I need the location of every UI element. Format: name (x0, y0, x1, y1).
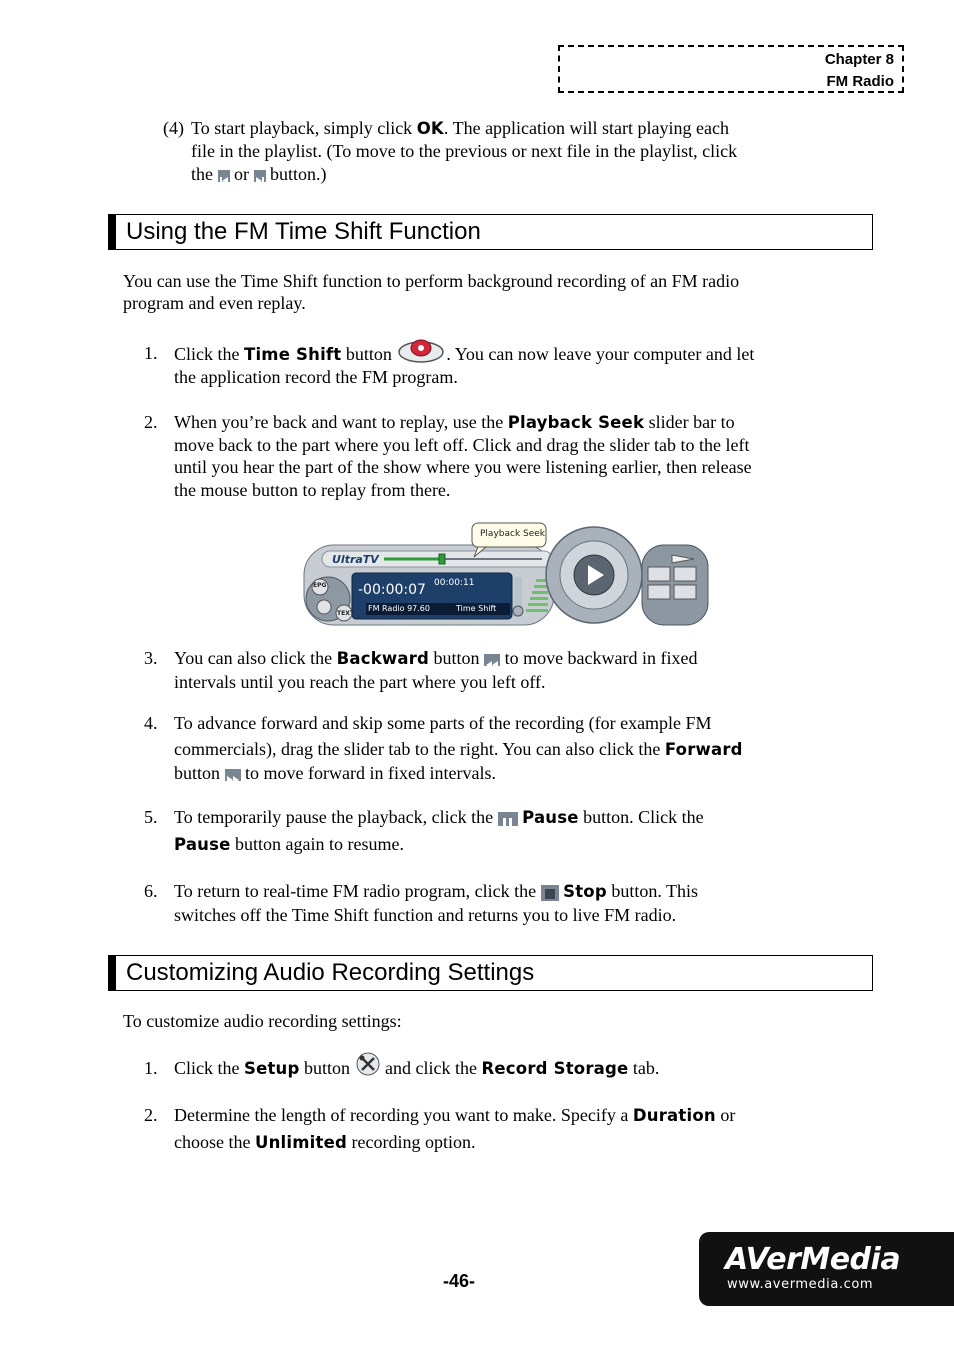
item2-line4: the mouse button to replay from there. (174, 480, 451, 500)
setup-tools-icon (355, 1051, 381, 1077)
s2-item2-line1: Determine the length of recording you want to make. Specify a Duration or (174, 1105, 736, 1125)
section1-intro-line2: program and even replay. (123, 293, 306, 313)
item5-number: 5. (144, 807, 158, 827)
item2-line2: move back to the part where you left off. Click and drag the slider tab to the left (174, 435, 750, 455)
section1-intro-line1: You can use the Time Shift function to perform background recording of an FM radio (123, 271, 740, 291)
record-storage-term: Record Storage (481, 1059, 629, 1079)
mode-label: Time Shift (456, 604, 497, 613)
section-title-audio-recording: Customizing Audio Recording Settings (108, 955, 873, 991)
s2-item2-line2: choose the Unlimited recording option. (174, 1132, 476, 1152)
item2-line3: until you hear the part of the show where you were listening earlier, then release (174, 457, 752, 477)
forward-icon (225, 769, 241, 781)
item6-number: 6. (144, 881, 158, 901)
step4-line1: To start playback, simply click OK. The application will start playing each (191, 118, 729, 138)
s2-item1-line1: Click the Setup button and click the Record Storage tab. (174, 1057, 659, 1083)
avermedia-logo (699, 1232, 954, 1306)
item6-line1: To return to real-time FM radio program, click the Stop button. This (174, 881, 699, 901)
logo-wordmark: AVerMedia (725, 1242, 901, 1277)
stop-icon (541, 885, 559, 901)
item3-line1: You can also click the Backward button to move backward in fixed (174, 648, 698, 668)
stop-term: Stop (563, 882, 607, 901)
duration-term: Duration (632, 1106, 716, 1125)
backward-term: Backward (336, 649, 430, 668)
logo-url: www.avermedia.com (727, 1277, 874, 1292)
section-title-time-shift: Using the FM Time Shift Function (108, 214, 873, 250)
step4-line3: the or button.) (191, 164, 327, 184)
time-shift-button-icon (396, 336, 446, 364)
page-number: -46- (443, 1271, 476, 1291)
item4-number: 4. (144, 713, 158, 733)
item4-line3: button to move forward in fixed intervals. (174, 763, 496, 783)
unlimited-term: Unlimited (254, 1133, 347, 1152)
station-label: FM Radio 97.60 (368, 604, 430, 613)
playback-seek-tooltip: Playback Seek (480, 529, 546, 539)
s2-item2-number: 2. (144, 1105, 158, 1125)
pause-term-2: Pause (174, 835, 231, 854)
next-file-icon (254, 170, 266, 182)
seek-slider-tab (439, 554, 445, 564)
chapter-box (558, 45, 904, 93)
play-button[interactable] (574, 555, 614, 595)
pause-term: Pause (522, 808, 579, 827)
item4-line2: commercials), drag the slider tab to the right. You can also click the Forward (174, 739, 743, 759)
item3-number: 3. (144, 648, 158, 668)
time-main: -00:00:07 (358, 582, 426, 598)
setup-term: Setup (244, 1059, 300, 1079)
time-small: 00:00:11 (434, 578, 475, 588)
pause-icon (498, 812, 518, 826)
item4-line1: To advance forward and skip some parts of the recording (for example FM (174, 713, 712, 733)
backward-icon (484, 654, 500, 666)
player-brand: UltraTV (332, 553, 379, 566)
item6-line2: switches off the Time Shift function and returns you to live FM radio. (174, 905, 677, 925)
forward-term: Forward (664, 740, 743, 759)
item5-line1: To temporarily pause the playback, click the Pause button. Click the (174, 807, 704, 827)
item3-line2: intervals until you reach the part where you left off. (174, 672, 546, 692)
playback-seek-term: Playback Seek (507, 413, 645, 432)
previous-file-icon (218, 170, 230, 182)
item2-number: 2. (144, 412, 158, 432)
time-shift-term: Time Shift (244, 345, 342, 365)
item5-line2: Pause button again to resume. (174, 834, 405, 854)
item1-line1: Click the Time Shift button . You can now leave your computer and let (174, 342, 754, 370)
s2-item1-number: 1. (144, 1058, 158, 1078)
step4-line2: file in the playlist. (To move to the previous or next file in the playlist, click (191, 141, 738, 161)
item1-number: 1. (144, 343, 158, 363)
section2-intro: To customize audio recording settings: (123, 1011, 402, 1031)
item2-line1: When you’re back and want to replay, use the Playback Seek slider bar to (174, 412, 735, 432)
epg-button[interactable]: EPG (313, 582, 327, 589)
item1-line2: the application record the FM program. (174, 367, 458, 387)
chapter-section: FM Radio (826, 73, 894, 90)
ok-term: OK (416, 119, 444, 138)
text-button[interactable]: TEXT (337, 610, 354, 617)
player-widget (302, 517, 710, 629)
chapter-label: Chapter 8 (824, 51, 894, 68)
step4-number: (4) (163, 118, 184, 138)
